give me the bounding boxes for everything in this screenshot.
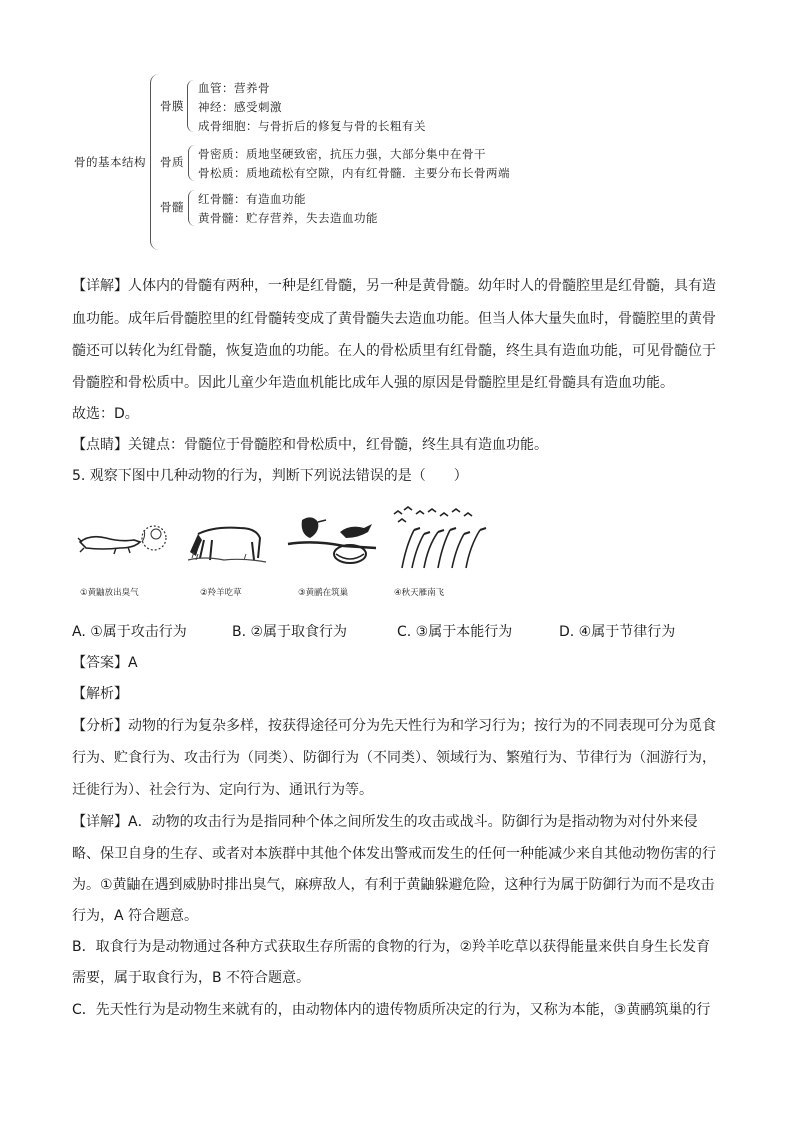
diagram-item: 红骨髓：有造血功能 xyxy=(198,192,306,206)
text-line: 髓还可以转化为红骨髓，恢复造血的功能。在人的骨松质里有红骨髓，终生具有造血功能，可见骨髓位于 xyxy=(72,343,716,359)
oriole-nest-illustration xyxy=(284,510,380,572)
weasel-illustration xyxy=(76,512,172,572)
option-a: A. ①属于攻击行为 xyxy=(72,624,187,640)
text-line: 血功能。成年后骨髓腔里的红骨髓转变成了黄骨髓失去造血功能。但当人体大量失血时，骨髓腔里的黄骨 xyxy=(72,311,716,327)
text-line: 行为、贮食行为、攻击行为（同类）、防御行为（不同类）、领域行为、繁殖行为、节律行为（洄游行为， xyxy=(72,750,716,766)
diagram-item: 黄骨髓：贮存营养，失去造血功能 xyxy=(198,211,378,225)
option-c: C. ③属于本能行为 xyxy=(397,624,513,640)
text-line: 略、保卫自身的生存、或者对本族群中其他个体发出警戒而发生的任何一种能减少来自其他动物伤害的行 xyxy=(72,846,716,862)
diagram-item: 骨松质：质地疏松有空隙，内有红骨髓．主要分布长骨两端 xyxy=(198,166,510,180)
figure-caption: ③黄鹂在筑巢 xyxy=(298,588,349,598)
text-line: 为。①黄鼬在遇到威胁时排出臭气，麻痹敌人，有利于黄鼬躲避危险，这种行为属于防御行为而不是攻击 xyxy=(72,877,715,893)
key-point-note: 【点睛】关键点：骨髓位于骨髓腔和骨松质中，红骨髓，终生具有造血功能。 xyxy=(72,437,548,453)
figure-caption: ①黄鼬放出臭气 xyxy=(80,588,139,598)
text-line: 行为，A 符合题意。 xyxy=(72,908,199,924)
brace-periosteum xyxy=(187,80,194,132)
diagram-item: 骨密质：质地坚硬致密，抗压力强，大部分集中在骨干 xyxy=(198,147,486,161)
group-label-periosteum: 骨膜 xyxy=(160,99,184,113)
option-b: B. ②属于取食行为 xyxy=(232,624,348,640)
diagram-item: 成骨细胞：与骨折后的修复与骨的长粗有关 xyxy=(198,119,426,133)
antelope-illustration xyxy=(184,514,270,570)
text-line: 【详解】人体内的骨髓有两种，一种是红骨髓，另一种是黄骨髓。幼年时人的骨髓腔里是红骨髓，具有造 xyxy=(72,278,716,294)
question-5-stem: 5. 观察下图中几种动物的行为，判断下列说法错误的是（ ） xyxy=(72,468,468,484)
text-line: 需要，属于取食行为，B 不符合题意。 xyxy=(72,970,311,986)
diagram-item: 神经：感受刺激 xyxy=(198,100,282,114)
group-label-bone-substance: 骨质 xyxy=(160,155,184,169)
choice-text: 故选：D。 xyxy=(72,406,139,422)
geese-migration-illustration xyxy=(388,506,492,572)
figure-caption: ④秋天雁南飞 xyxy=(394,588,445,598)
brace-bone-substance xyxy=(188,145,195,181)
group-label-marrow: 骨髓 xyxy=(160,200,184,214)
brace-marrow xyxy=(188,190,195,226)
text-line: B．取食行为是动物通过各种方式获取生存所需的食物的行为，②羚羊吃草以获得能量来供自身生长发育 xyxy=(72,939,711,955)
text-line: 【详解】A．动物的攻击行为是指同种个体之间所发生的攻击或战斗。防御行为是指动物为对付外来侵 xyxy=(72,814,698,830)
analysis-heading: 【解析】 xyxy=(72,686,128,702)
text-line: C．先天性行为是动物生来就有的，由动物体内的遗传物质所决定的行为，又称为本能，③黄鹂筑巢的行 xyxy=(72,1002,711,1018)
diagram-item: 血管：营养骨 xyxy=(198,81,270,95)
answer-line: 【答案】A xyxy=(72,655,138,671)
text-line: 【分析】动物的行为复杂多样，按获得途径可分为先天性行为和学习行为；按行为的不同表现可分为觅食 xyxy=(72,718,716,734)
text-line: 迁徙行为）、社会行为、定向行为、通讯行为等。 xyxy=(72,782,373,798)
figure-caption: ②羚羊吃草 xyxy=(200,588,242,598)
text-line: 骨髓腔和骨松质中。因此儿童少年造血机能比成年人强的原因是骨髓腔里是红骨髓具有造血功能。 xyxy=(72,375,674,391)
diagram-root-label: 骨的基本结构 xyxy=(74,155,146,169)
main-brace xyxy=(150,74,159,250)
option-d: D. ④属于节律行为 xyxy=(559,624,676,640)
